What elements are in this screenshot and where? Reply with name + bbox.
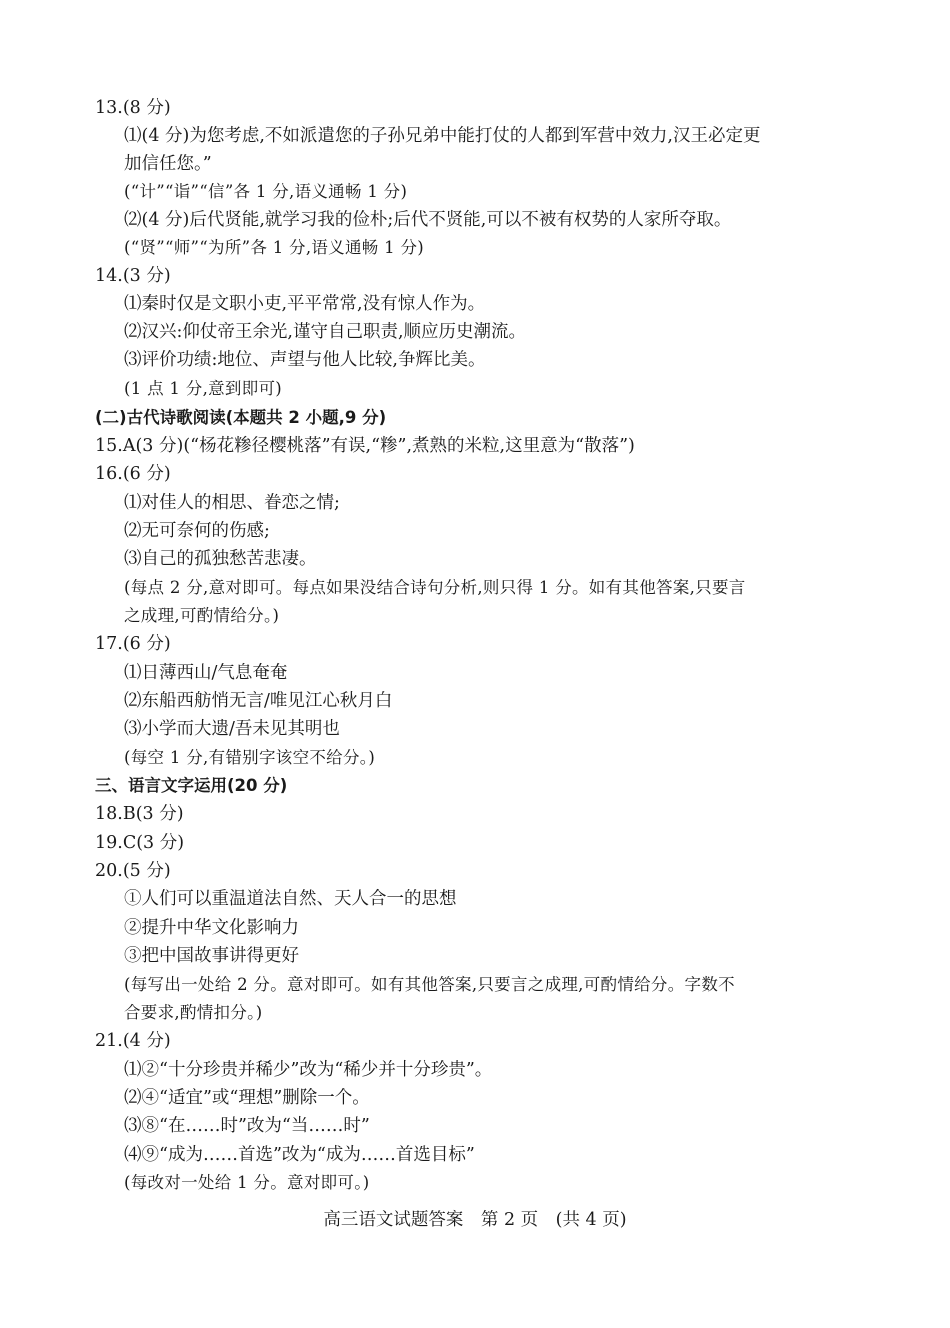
q20-point3: ③把中国故事讲得更好 bbox=[124, 946, 299, 966]
q16-point3: ⑶自己的孤独愁苦悲凄。 bbox=[124, 549, 317, 569]
q16-header: 16.(6 分) bbox=[95, 464, 171, 484]
q20-header: 20.(5 分) bbox=[95, 861, 171, 881]
q16-scoring: (每点 2 分,意对即可。每点如果没结合诗句分析,则只得 1 分。如有其他答案,只要言 bbox=[124, 578, 746, 597]
q17-blank2: ⑵东船西舫悄无言/唯见江心秋月白 bbox=[124, 691, 393, 711]
q18-answer: 18.B(3 分) bbox=[95, 804, 184, 824]
page-footer: 高三语文试题答案 第 2 页 (共 4 页) bbox=[323, 1210, 627, 1230]
q21-fix4: ⑷⑨“成为……首选”改为“成为……首选目标” bbox=[124, 1145, 475, 1165]
q14-scoring: (1 点 1 分,意到即可) bbox=[124, 379, 283, 398]
q13-part2: ⑵(4 分)后代贤能,就学习我的俭朴;后代不贤能,可以不被有权势的人家所夺取。 bbox=[124, 210, 732, 230]
section-language-use: 三、语言文字运用(20 分) bbox=[95, 776, 288, 795]
section-ancient-poetry: (二)古代诗歌阅读(本题共 2 小题,9 分) bbox=[95, 408, 387, 427]
q21-scoring: (每改对一处给 1 分。意对即可。) bbox=[124, 1173, 370, 1192]
q17-header: 17.(6 分) bbox=[95, 634, 171, 654]
q14-header: 14.(3 分) bbox=[95, 266, 171, 286]
q21-fix3: ⑶⑧“在……时”改为“当……时” bbox=[124, 1116, 370, 1136]
q13-part1: ⑴(4 分)为您考虑,不如派遣您的子孙兄弟中能打仗的人都到军营中效力,汉王必定更 bbox=[124, 126, 761, 146]
q15-answer: 15.A(3 分)(“杨花糁径樱桃落”有误,“糁”,煮熟的米粒,这里意为“散落”) bbox=[95, 436, 635, 456]
q14-point1: ⑴秦时仅是文职小吏,平平常常,没有惊人作为。 bbox=[124, 294, 486, 314]
q21-header: 21.(4 分) bbox=[95, 1031, 171, 1051]
q20-point2: ②提升中华文化影响力 bbox=[124, 918, 299, 938]
q14-point3: ⑶评价功绩:地位、声望与他人比较,争辉比美。 bbox=[124, 350, 486, 370]
q19-answer: 19.C(3 分) bbox=[95, 833, 185, 853]
q17-scoring: (每空 1 分,有错别字该空不给分。) bbox=[124, 748, 376, 767]
q16-scoring-cont: 之成理,可酌情给分。) bbox=[124, 606, 280, 625]
q13-part1-scoring: (“计”“诣”“信”各 1 分,语义通畅 1 分) bbox=[124, 182, 408, 201]
q20-scoring: (每写出一处给 2 分。意对即可。如有其他答案,只要言之成理,可酌情给分。字数不 bbox=[124, 975, 735, 994]
q21-fix1: ⑴②“十分珍贵并稀少”改为“稀少并十分珍贵”。 bbox=[124, 1060, 493, 1080]
q16-point2: ⑵无可奈何的伤感; bbox=[124, 521, 270, 541]
q21-fix2: ⑵④“适宜”或“理想”删除一个。 bbox=[124, 1088, 370, 1108]
q20-scoring-cont: 合要求,酌情扣分。) bbox=[124, 1003, 263, 1022]
q14-point2: ⑵汉兴:仰仗帝王余光,谨守自己职责,顺应历史潮流。 bbox=[124, 322, 527, 342]
q13-part2-scoring: (“贤”“师”“为所”各 1 分,语义通畅 1 分) bbox=[124, 238, 425, 257]
q20-point1: ①人们可以重温道法自然、天人合一的思想 bbox=[124, 889, 457, 909]
q17-blank1: ⑴日薄西山/气息奄奄 bbox=[124, 663, 288, 683]
q13-part1-cont: 加信任您。” bbox=[124, 154, 212, 174]
q13-header: 13.(8 分) bbox=[95, 98, 171, 118]
q17-blank3: ⑶小学而大遗/吾未见其明也 bbox=[124, 719, 340, 739]
q16-point1: ⑴对佳人的相思、眷恋之情; bbox=[124, 493, 340, 513]
